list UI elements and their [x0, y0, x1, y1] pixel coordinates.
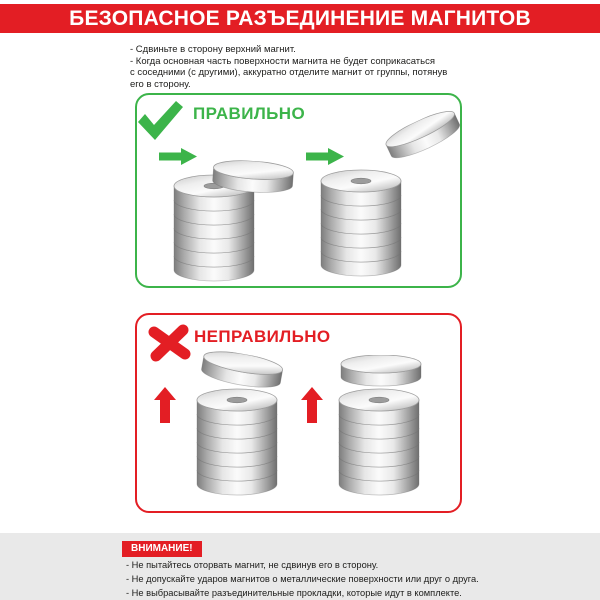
poster-title: БЕЗОПАСНОЕ РАЗЪЕДИНЕНИЕ МАГНИТОВ: [69, 7, 531, 30]
correct-label: ПРАВИЛЬНО: [193, 104, 306, 123]
warning-footer: [0, 533, 600, 600]
intro-line: его в сторону.: [130, 79, 191, 91]
magnet-disc: [338, 355, 424, 387]
incorrect-label: НЕПРАВИЛЬНО: [194, 327, 331, 346]
arrow-up-icon: [154, 387, 176, 423]
warning-line: - Не пытайтесь оторвать магнит, не сдвинув его в сторону.: [126, 560, 379, 570]
check-icon: [137, 100, 184, 141]
warning-badge: ВНИМАНИЕ!: [122, 541, 202, 557]
correct-panel: [135, 93, 462, 288]
warning-line: - Не выбрасывайте разъединительные прокладки, которые идут в комплекте.: [126, 588, 462, 599]
intro-line: с соседними (с другими), аккуратно отделите магнит от группы, потянув: [130, 67, 448, 79]
magnet-disc: [380, 104, 466, 165]
title-bar: [0, 4, 600, 33]
magnet-stack: [319, 167, 403, 279]
magnet-stack: [337, 386, 421, 498]
warning-line: - Не допускайте ударов магнитов о металлические поверхности или друг о друга.: [126, 574, 479, 585]
arrow-right-icon: [159, 148, 197, 165]
intro-text: [130, 44, 470, 91]
arrow-right-icon: [306, 148, 344, 165]
incorrect-panel: [135, 313, 462, 513]
intro-line: - Когда основная часть поверхности магнита не будет соприкасаться: [130, 55, 436, 67]
magnet-disc: [209, 158, 297, 196]
cross-icon: [147, 324, 193, 362]
magnet-stack: [195, 386, 279, 498]
warning-list: [126, 558, 586, 600]
intro-line: - Сдвиньте в сторону верхний магнит.: [130, 44, 296, 55]
arrow-up-icon: [301, 387, 323, 423]
